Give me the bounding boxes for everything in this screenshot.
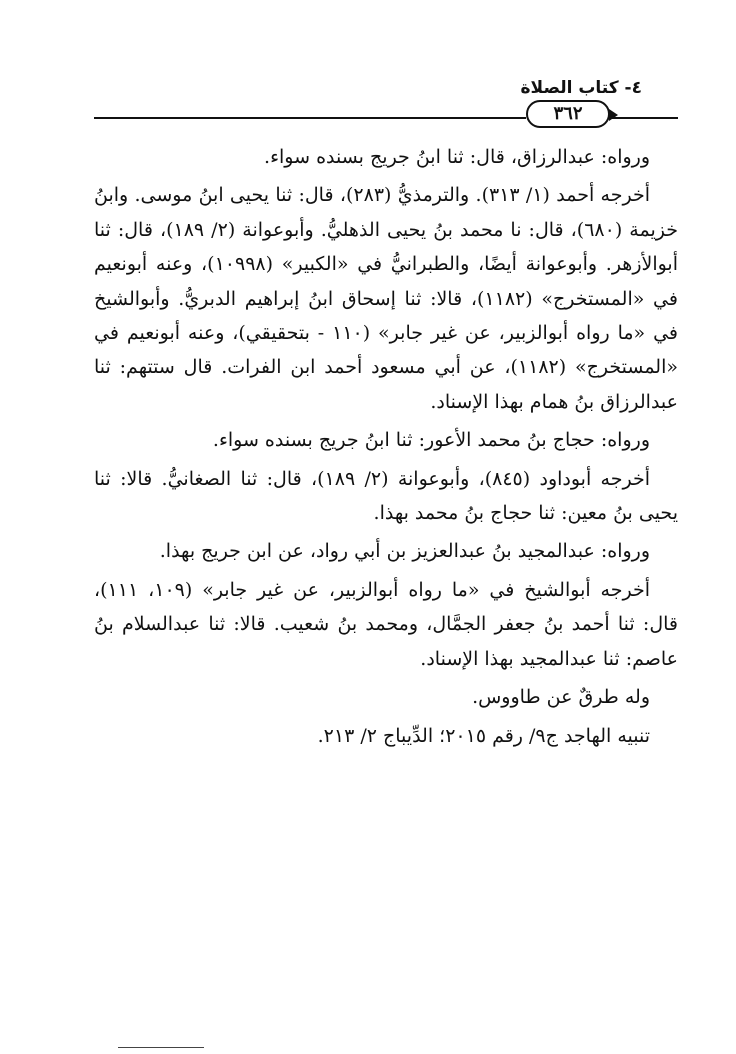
paragraph-narration-2: ورواه: حجاج بنُ محمد الأعور: ثنا ابنُ جريج بسنده سواء. (212, 429, 650, 452)
header-rule-left (94, 117, 526, 119)
paragraph-narration-1: ورواه: عبدالرزاق، قال: ثنا ابنُ جريج بسنده سواء. (264, 146, 650, 168)
page-number: ٣٦٢ (526, 100, 610, 128)
paragraph-takhrij-1: أخرجه أحمد (١/ ٣١٣). والترمذيُّ (٢٨٣)، قال: ثنا يحيى ابنُ موسى. وابنُ خزيمة (٦٨٠)، قال: نا محمد بنُ يحيى الذهليُّ. وأبوعوانة (٢/ ١٨٩)، قال: ثنا أبوالأزهر. وأبوعوانة أيضًا، والطبرانيُّ في «الكبير» (١٠٩٩٨)، وعنه أبونعيم في «المستخرج» (١١٨٢)، قالا: ثنا إسحاق ابنُ إبراهيم الدبريُّ. وأبوالشيخ في «ما رواه أبوالزبير، عن غير جابر» (١١٠ - بتحقيقي)، وعنه أبونعيم في «المستخرج» (١١٨٢)، عن أبي مسعود أحمد ابن الفرات. قال ستتهم: ثنا عبدالرزاق بنُ همام بهذا الإسناد. (94, 184, 678, 413)
paragraph-takhrij-3: أخرجه أبوالشيخ في «ما رواه أبوالزبير، عن غير جابر» (١٠٩، ١١١)، قال: ثنا أحمد بنُ جعفر الجمَّال، ومحمد بنُ شعيب. قالا: ثنا عبدالسلام بنُ عاصم: ثنا عبدالمجيد بهذا الإسناد. (94, 578, 678, 670)
bottom-rule (118, 1047, 204, 1048)
paragraph-narration-3: ورواه: عبدالمجيد بنُ عبدالعزيز بن أبي رواد، عن ابن جريج بهذا. (159, 540, 650, 563)
paragraph-reference: تنبيه الهاجد ج٩/ رقم ٢٠١٥؛ الدِّيباج ٢/ ٢١٣. (317, 724, 650, 747)
body-text (94, 140, 678, 753)
running-title: ٤- كتاب الصلاة (520, 78, 642, 98)
header-rule-right (612, 117, 678, 119)
paragraph-takhrij-2: أخرجه أبوداود (٨٤٥)، وأبوعوانة (٢/ ١٨٩)، قال: ثنا الصغانيُّ. قالا: ثنا يحيى بنُ معين: ثنا حجاج بنُ محمد بهذا. (94, 467, 678, 525)
paragraph-note: وله طرقٌ عن طاووس. (472, 686, 650, 709)
